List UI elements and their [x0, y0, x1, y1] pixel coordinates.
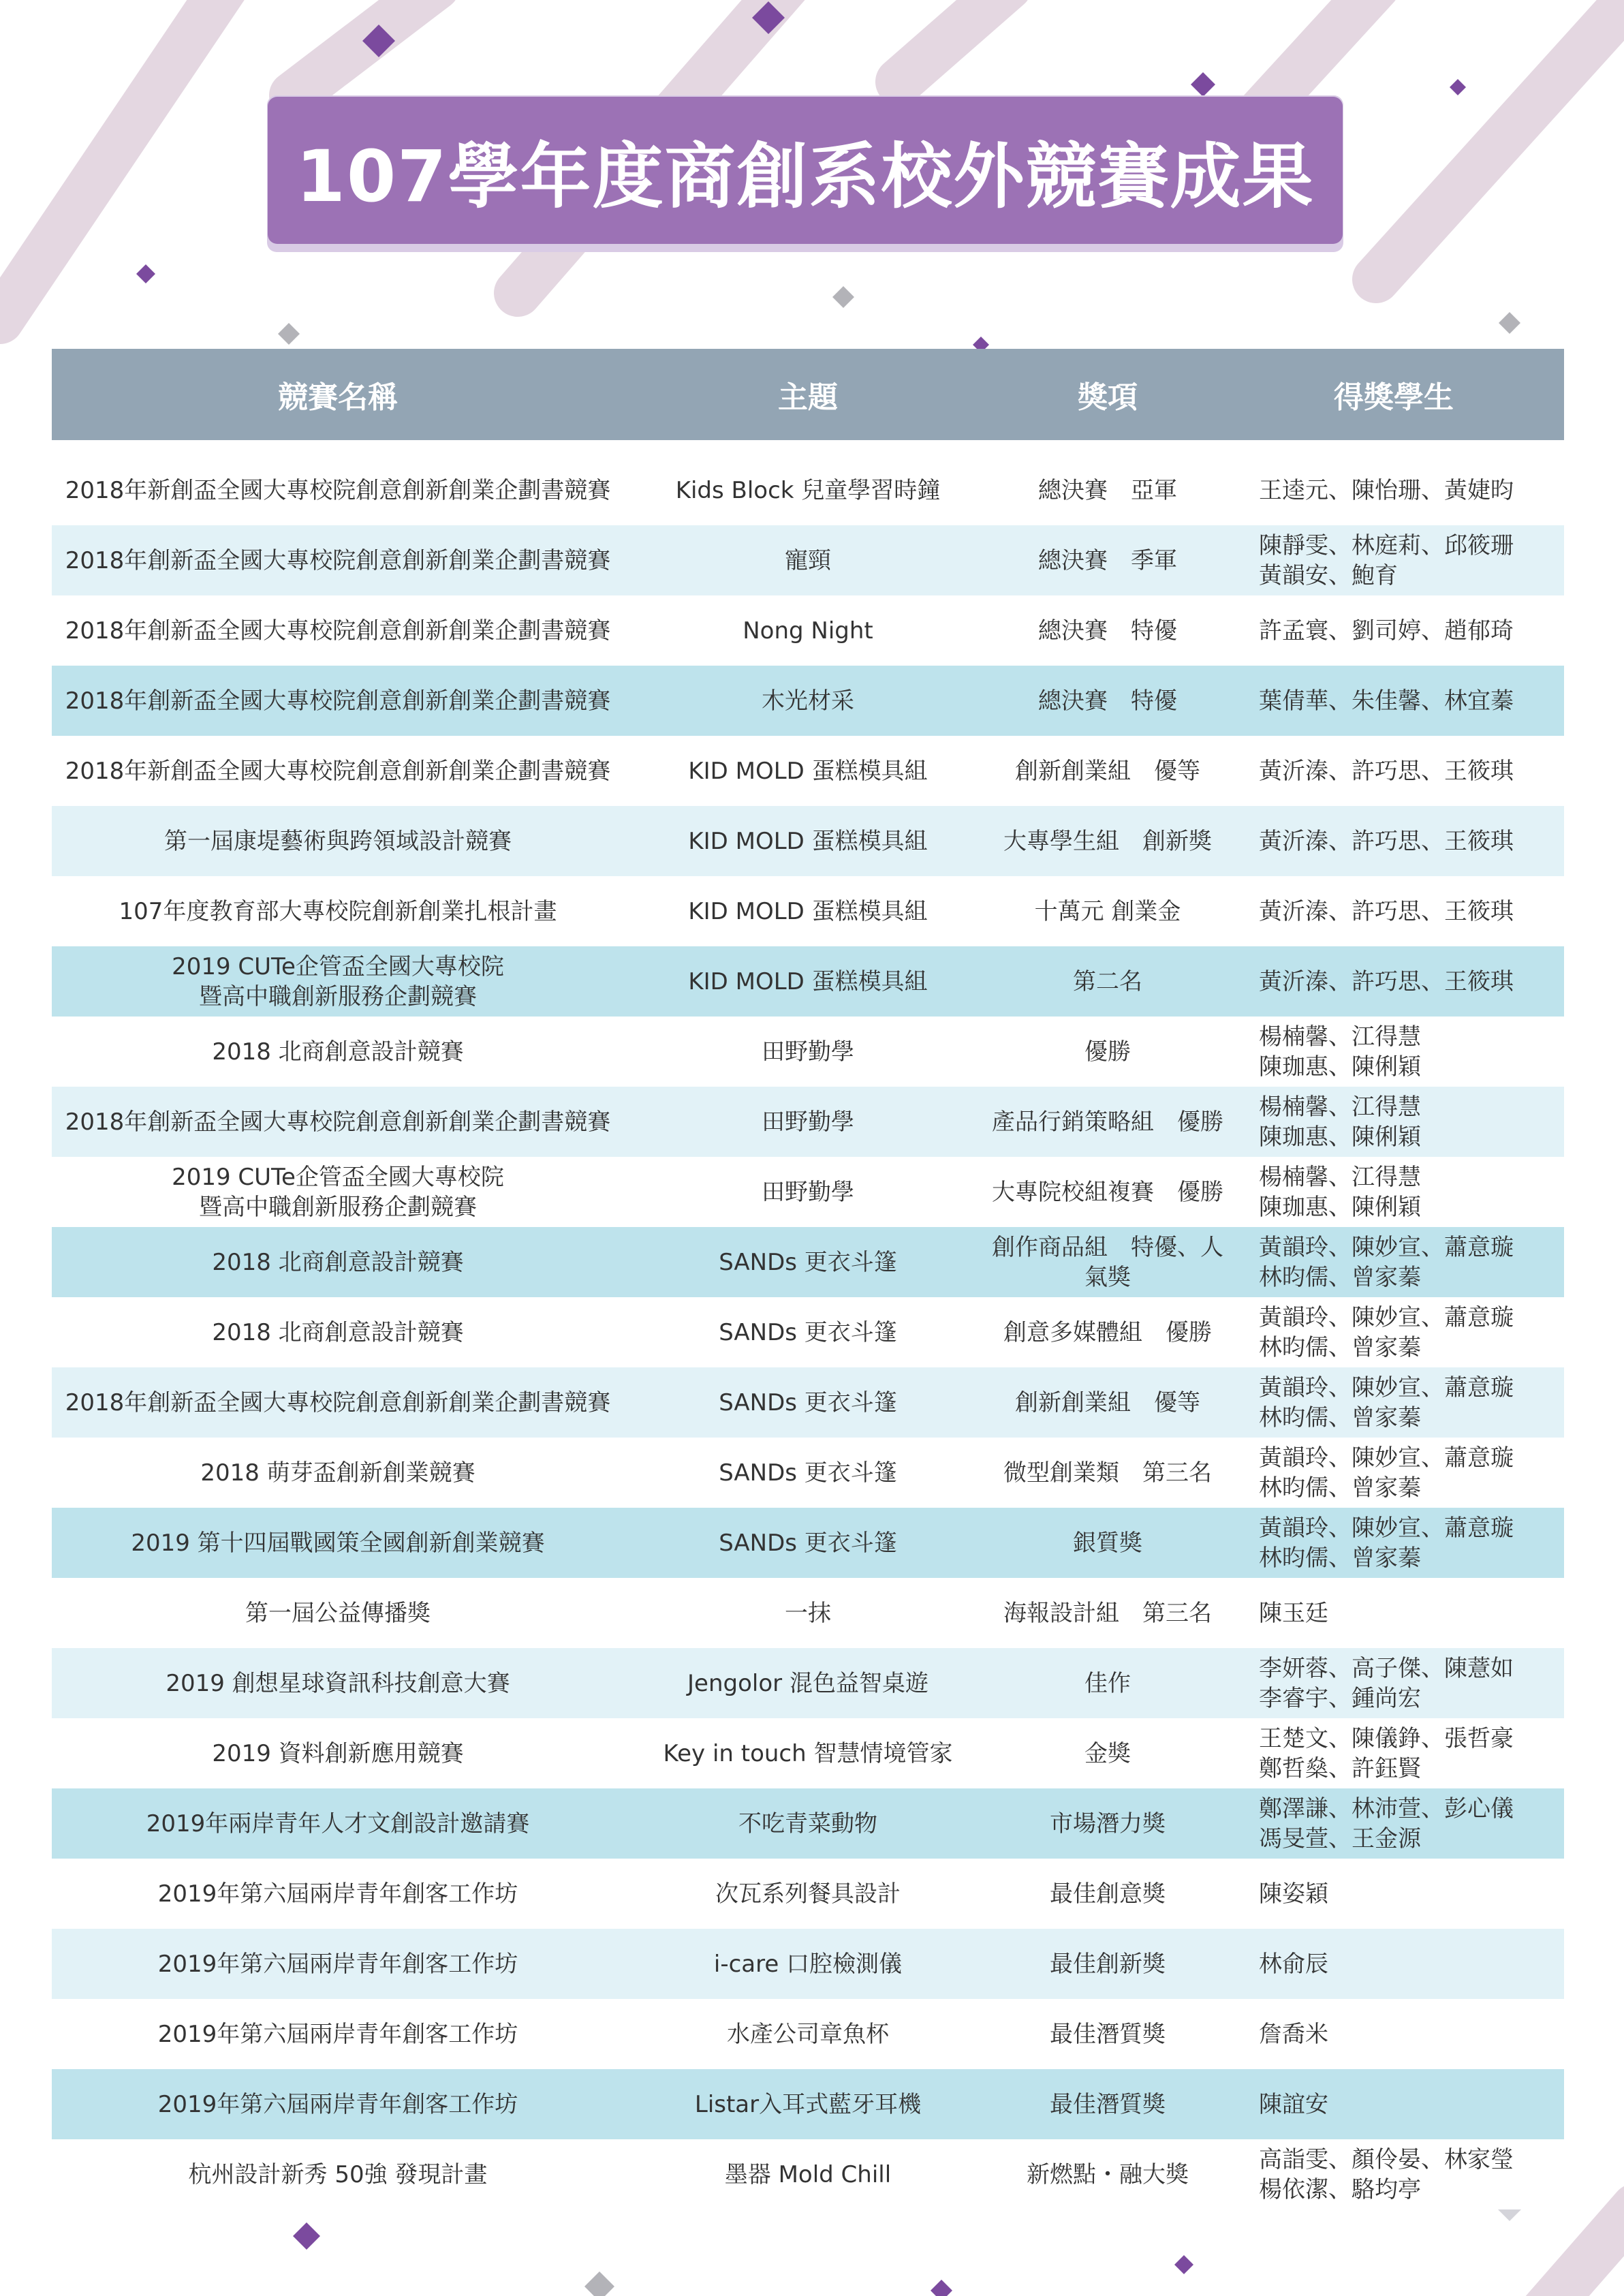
students-cell: 黃沂溱、許巧思、王筱琪: [1259, 897, 1514, 925]
competition-cell: 2019年第六屆兩岸青年創客工作坊: [157, 2020, 518, 2048]
award-cell: 大專學生組 創新獎: [1003, 827, 1212, 855]
award-cell: 最佳創新獎: [1050, 1950, 1166, 1978]
theme-cell: SANDs 更衣斗篷: [719, 1389, 897, 1416]
theme-cell: SANDs 更衣斗篷: [719, 1248, 897, 1276]
award-cell: 最佳創意獎: [1050, 1880, 1166, 1908]
table-row: [52, 1508, 1564, 1578]
competition-cell: 2018年新創盃全國大專校院創意創新創業企劃書競賽: [65, 757, 611, 785]
competition-cell: 第一屆公益傳播獎: [245, 1599, 431, 1627]
competition-cell: 2019 第十四屆戰國策全國創新創業競賽: [131, 1529, 545, 1557]
students-cell: 李妍蓉、高子傑、陳薏如 李睿宇、鍾尚宏: [1259, 1654, 1514, 1712]
table-row: [52, 1718, 1564, 1788]
students-cell: 黃沂溱、許巧思、王筱琪: [1259, 757, 1514, 785]
theme-cell: 不吃青菜動物: [738, 1810, 877, 1837]
table-row: [52, 1648, 1564, 1718]
theme-cell: Kids Block 兒童學習時鐘: [675, 476, 941, 504]
competition-cell: 2019 CUTe企管盃全國大專校院 暨高中職創新服務企劃競賽: [172, 952, 504, 1010]
students-cell: 黃沂溱、許巧思、王筱琪: [1259, 827, 1514, 855]
award-cell: 微型創業類 第三名: [1003, 1459, 1212, 1487]
header-award: 獎項: [1078, 380, 1138, 415]
theme-cell: i-care 口腔檢測儀: [713, 1950, 903, 1978]
competition-cell: 2019年第六屆兩岸青年創客工作坊: [157, 1880, 518, 1908]
students-cell: 陳誼安: [1259, 2090, 1328, 2118]
competition-cell: 2018 萌芽盃創新創業競賽: [200, 1459, 475, 1487]
award-cell: 銀質獎: [1073, 1529, 1142, 1557]
competition-cell: 2019年第六屆兩岸青年創客工作坊: [157, 1950, 518, 1978]
competition-cell: 2018年創新盃全國大專校院創意創新創業企劃書競賽: [65, 687, 611, 715]
table-row: [52, 1788, 1564, 1859]
students-cell: 黃韻玲、陳妙宣、蕭意璇 林昀儒、曾家蓁: [1259, 1374, 1514, 1431]
competition-cell: 2018年新創盃全國大專校院創意創新創業企劃書競賽: [65, 476, 611, 504]
award-cell: 最佳潛質獎: [1050, 2090, 1166, 2118]
students-cell: 黃韻玲、陳妙宣、蕭意璇 林昀儒、曾家蓁: [1259, 1444, 1514, 1502]
competition-cell: 2019年第六屆兩岸青年創客工作坊: [157, 2090, 518, 2118]
award-cell: 十萬元 創業金: [1034, 897, 1181, 925]
award-cell: 創作商品組 特優、人氣獎: [992, 1233, 1223, 1291]
students-cell: 陳玉廷: [1259, 1599, 1328, 1627]
competition-cell: 杭州設計新秀 50強 發現計畫: [188, 2160, 488, 2188]
table-row: [52, 876, 1564, 946]
theme-cell: 寵頸: [785, 546, 831, 574]
award-cell: 優勝: [1084, 1038, 1131, 1066]
table-row: [52, 1578, 1564, 1648]
students-cell: 黃韻玲、陳妙宣、蕭意璇 林昀儒、曾家蓁: [1259, 1514, 1514, 1572]
competition-cell: 第一屆康堤藝術與跨領域設計競賽: [164, 827, 512, 855]
award-cell: 產品行銷策略組 優勝: [992, 1108, 1223, 1136]
theme-cell: Listar入耳式藍牙耳機: [694, 2090, 922, 2118]
students-cell: 鄭澤謙、林沛萱、彭心儀 馮旻萱、王金源: [1259, 1795, 1514, 1852]
theme-cell: SANDs 更衣斗篷: [719, 1318, 897, 1346]
competition-cell: 2018年創新盃全國大專校院創意創新創業企劃書競賽: [65, 1108, 611, 1136]
table-row: [52, 1438, 1564, 1508]
award-cell: 創新創業組 優等: [1015, 1389, 1200, 1416]
students-cell: 高詣雯、顏伶晏、林家瑩 楊依潔、駱均亭: [1259, 2145, 1514, 2203]
students-cell: 黃韻玲、陳妙宣、蕭意璇 林昀儒、曾家蓁: [1259, 1233, 1514, 1291]
table-row: [52, 1157, 1564, 1227]
theme-cell: 墨器 Mold Chill: [724, 2160, 892, 2188]
theme-cell: SANDs 更衣斗篷: [719, 1529, 897, 1557]
competition-cell: 2018 北商創意設計競賽: [212, 1318, 464, 1346]
award-cell: 大專院校組複賽 優勝: [992, 1178, 1223, 1206]
award-cell: 新燃點・融大獎: [1027, 2160, 1189, 2188]
award-cell: 創新創業組 優等: [1015, 757, 1200, 785]
table-row: [52, 1297, 1564, 1367]
theme-cell: SANDs 更衣斗篷: [719, 1459, 897, 1487]
table-row: [52, 2069, 1564, 2139]
award-cell: 佳作: [1084, 1669, 1131, 1697]
page-title: 107學年度商創系校外競賽成果: [296, 135, 1315, 218]
title-banner: [268, 97, 1343, 244]
students-cell: 葉倩華、朱佳馨、林宜蓁: [1259, 687, 1514, 715]
theme-cell: Nong Night: [743, 617, 873, 645]
students-cell: 黃沂溱、許巧思、王筱琪: [1259, 967, 1514, 995]
competition-cell: 2018 北商創意設計競賽: [212, 1248, 464, 1276]
award-cell: 市場潛力獎: [1050, 1810, 1166, 1837]
competition-cell: 2018年創新盃全國大專校院創意創新創業企劃書競賽: [65, 1389, 611, 1416]
table-row: [52, 946, 1564, 1017]
award-cell: 總決賽 特優: [1038, 687, 1177, 715]
table-row: [52, 1367, 1564, 1438]
theme-cell: KID MOLD 蛋糕模具組: [688, 897, 928, 925]
competition-cell: 2019 CUTe企管盃全國大專校院 暨高中職創新服務企劃競賽: [172, 1163, 504, 1221]
students-cell: 王逵元、陳怡珊、黃婕昀: [1259, 476, 1514, 504]
award-cell: 金獎: [1084, 1739, 1131, 1767]
header-students: 得獎學生: [1334, 380, 1454, 415]
theme-cell: 田野勤學: [762, 1038, 854, 1066]
students-cell: 黃韻玲、陳妙宣、蕭意璇 林昀儒、曾家蓁: [1259, 1303, 1514, 1361]
theme-cell: KID MOLD 蛋糕模具組: [688, 757, 928, 785]
table-header: [52, 349, 1564, 440]
competition-cell: 2019年兩岸青年人才文創設計邀請賽: [146, 1810, 530, 1837]
competition-cell: 2018 北商創意設計競賽: [212, 1038, 464, 1066]
header-competition: 競賽名稱: [278, 380, 398, 415]
theme-cell: Jengolor 混色益智桌遊: [687, 1669, 928, 1697]
competition-cell: 2019 創想星球資訊科技創意大賽: [166, 1669, 510, 1697]
table-row: [52, 666, 1564, 736]
table-row: [52, 455, 1564, 525]
table-body: [52, 455, 1564, 2209]
competition-cell: 2019 資料創新應用競賽: [212, 1739, 464, 1767]
theme-cell: 田野勤學: [762, 1178, 854, 1206]
awards-table: [52, 349, 1564, 2209]
award-cell: 創意多媒體組 優勝: [1003, 1318, 1212, 1346]
table-row: [52, 525, 1564, 595]
award-cell: 總決賽 亞軍: [1038, 476, 1177, 504]
competition-cell: 107年度教育部大專校院創新創業扎根計畫: [119, 897, 557, 925]
award-cell: 第二名: [1073, 967, 1142, 995]
students-cell: 詹喬米: [1259, 2020, 1328, 2048]
header-theme: 主題: [778, 380, 838, 415]
table-row: [52, 1227, 1564, 1297]
award-cell: 海報設計組 第三名: [1003, 1599, 1212, 1627]
table-row: [52, 1017, 1564, 1087]
table-row: [52, 1087, 1564, 1157]
award-cell: 總決賽 季軍: [1038, 546, 1177, 574]
award-cell: 最佳潛質獎: [1050, 2020, 1166, 2048]
table-row: [52, 806, 1564, 876]
students-cell: 許孟寰、劉司婷、趙郁琦: [1259, 617, 1514, 645]
students-cell: 王楚文、陳儀錚、張哲豪 鄭哲燊、許鈺賢: [1259, 1724, 1514, 1782]
table-row: [52, 736, 1564, 806]
theme-cell: KID MOLD 蛋糕模具組: [688, 827, 928, 855]
students-cell: 楊楠馨、江得慧 陳珈惠、陳俐穎: [1259, 1163, 1421, 1221]
students-cell: 楊楠馨、江得慧 陳珈惠、陳俐穎: [1259, 1023, 1421, 1081]
students-cell: 陳姿穎: [1259, 1880, 1328, 1908]
theme-cell: 一抹: [785, 1599, 831, 1627]
table-row: [52, 1929, 1564, 1999]
competition-cell: 2018年創新盃全國大專校院創意創新創業企劃書競賽: [65, 617, 611, 645]
students-cell: 陳靜雯、林庭莉、邱筱珊 黃韻安、鮑育: [1259, 531, 1514, 589]
students-cell: 楊楠馨、江得慧 陳珈惠、陳俐穎: [1259, 1093, 1421, 1151]
theme-cell: 次瓦系列餐具設計: [715, 1880, 901, 1908]
table-row: [52, 595, 1564, 666]
competition-cell: 2018年創新盃全國大專校院創意創新創業企劃書競賽: [65, 546, 611, 574]
theme-cell: 田野勤學: [762, 1108, 854, 1136]
award-cell: 總決賽 特優: [1038, 617, 1177, 645]
theme-cell: KID MOLD 蛋糕模具組: [688, 967, 928, 995]
theme-cell: 木光材采: [762, 687, 854, 715]
table-row: [52, 1999, 1564, 2069]
students-cell: 林俞辰: [1259, 1950, 1328, 1978]
theme-cell: 水產公司章魚杯: [727, 2020, 889, 2048]
table-row: [52, 1859, 1564, 1929]
theme-cell: Key in touch 智慧情境管家: [663, 1739, 953, 1767]
table-row: [52, 2139, 1564, 2209]
